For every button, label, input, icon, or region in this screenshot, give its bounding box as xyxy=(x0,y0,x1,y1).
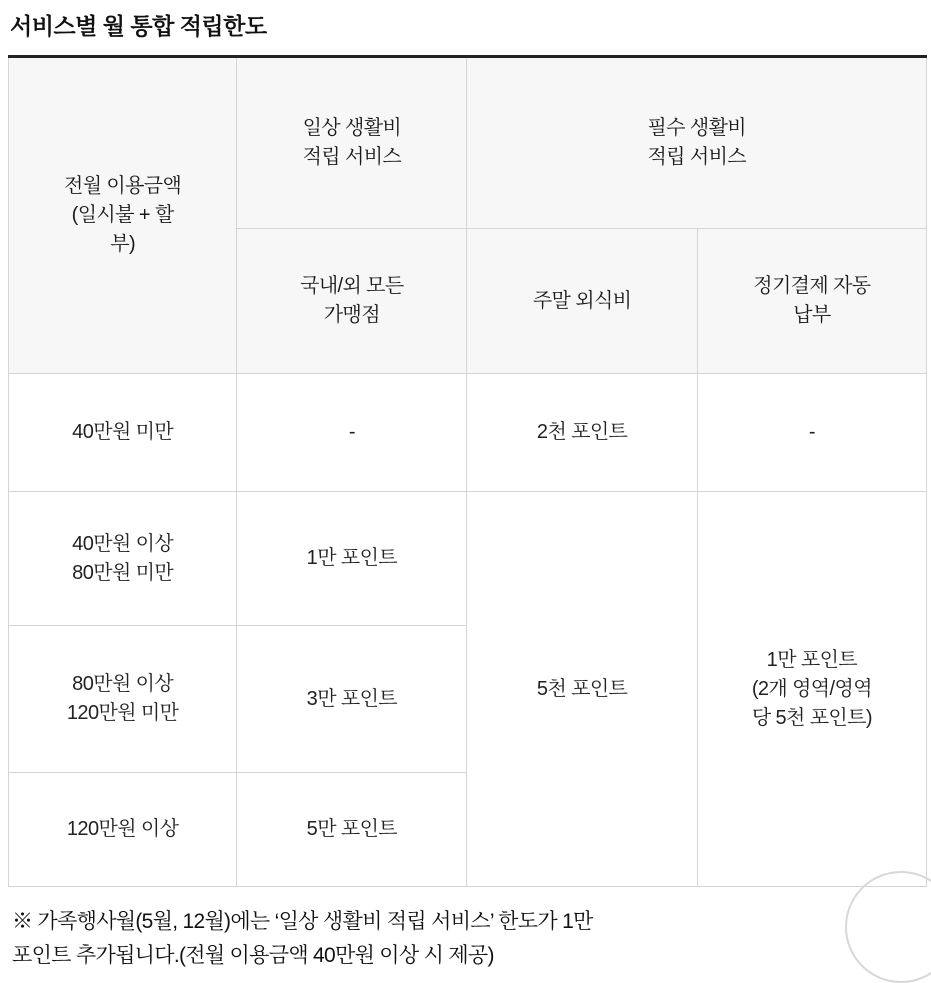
cell-prev-usage-line1: 80만원 이상 xyxy=(72,673,174,695)
table-header xyxy=(9,57,927,374)
table-header-row-group xyxy=(9,57,927,229)
header-sub-weekend: 주말 외식비 xyxy=(467,229,697,374)
header-sub-daily xyxy=(237,229,467,374)
header-sub-daily-line2: 가맹점 xyxy=(323,304,380,326)
header-group-daily-line1: 일상 생활비 xyxy=(302,117,402,139)
table-row xyxy=(9,492,927,626)
cell-daily: 5만 포인트 xyxy=(237,773,467,887)
cell-auto-line3: 당 5천 포인트) xyxy=(751,706,872,729)
footnote xyxy=(12,905,921,973)
cell-prev-usage-line1: 40만원 이상 xyxy=(72,532,174,555)
header-group-essential-line1: 필수 생활비 xyxy=(647,117,747,139)
header-group-daily-line2: 적립 서비스 xyxy=(302,146,402,168)
header-prev-usage-line2: (일시불 + 할 xyxy=(71,204,174,226)
cell-prev-usage xyxy=(9,626,237,773)
header-sub-auto-line1: 정기결제 자동 xyxy=(753,275,871,297)
cell-prev-usage-line2: 80만원 미만 xyxy=(72,561,174,584)
header-group-daily xyxy=(237,57,467,229)
cell-prev-usage xyxy=(9,492,237,626)
header-sub-auto-line2: 납부 xyxy=(793,304,831,326)
cell-daily: - xyxy=(237,374,467,492)
cell-prev-usage: 120만원 이상 xyxy=(9,773,237,887)
cell-auto-line1: 1만 포인트 xyxy=(766,648,858,671)
cell-weekend: 2천 포인트 xyxy=(467,374,697,492)
cell-daily: 1만 포인트 xyxy=(237,492,467,626)
header-prev-usage xyxy=(9,57,237,374)
header-prev-usage-line3: 부) xyxy=(110,233,135,255)
footnote-line-1: ※ 가족행사월(5월, 12월)에는 ‘일상 생활비 적립 서비스’ 한도가 1만 xyxy=(12,910,593,933)
table-row xyxy=(9,374,927,492)
table-body xyxy=(9,374,927,887)
footnote-line-2: 포인트 추가됩니다.(전월 이용금액 40만원 이상 시 제공) xyxy=(12,944,494,968)
header-group-essential xyxy=(467,57,927,229)
header-sub-daily-line1: 국내/외 모든 xyxy=(300,275,404,297)
cell-daily: 3만 포인트 xyxy=(237,626,467,773)
page-title: 서비스별 월 통합 적립한도 xyxy=(10,13,267,39)
cell-auto: - xyxy=(697,374,926,492)
cell-auto-merged xyxy=(697,492,926,887)
header-group-essential-line2: 적립 서비스 xyxy=(647,146,747,168)
monthly-limit-table xyxy=(8,55,927,887)
cell-weekend-merged: 5천 포인트 xyxy=(467,492,697,887)
cell-prev-usage-line2: 120만원 미만 xyxy=(66,702,179,724)
cell-auto-line2: (2개 영역/영역 xyxy=(751,677,872,700)
header-prev-usage-line1: 전월 이용금액 xyxy=(63,175,182,197)
cell-prev-usage: 40만원 미만 xyxy=(9,374,237,492)
header-sub-auto xyxy=(697,229,926,374)
